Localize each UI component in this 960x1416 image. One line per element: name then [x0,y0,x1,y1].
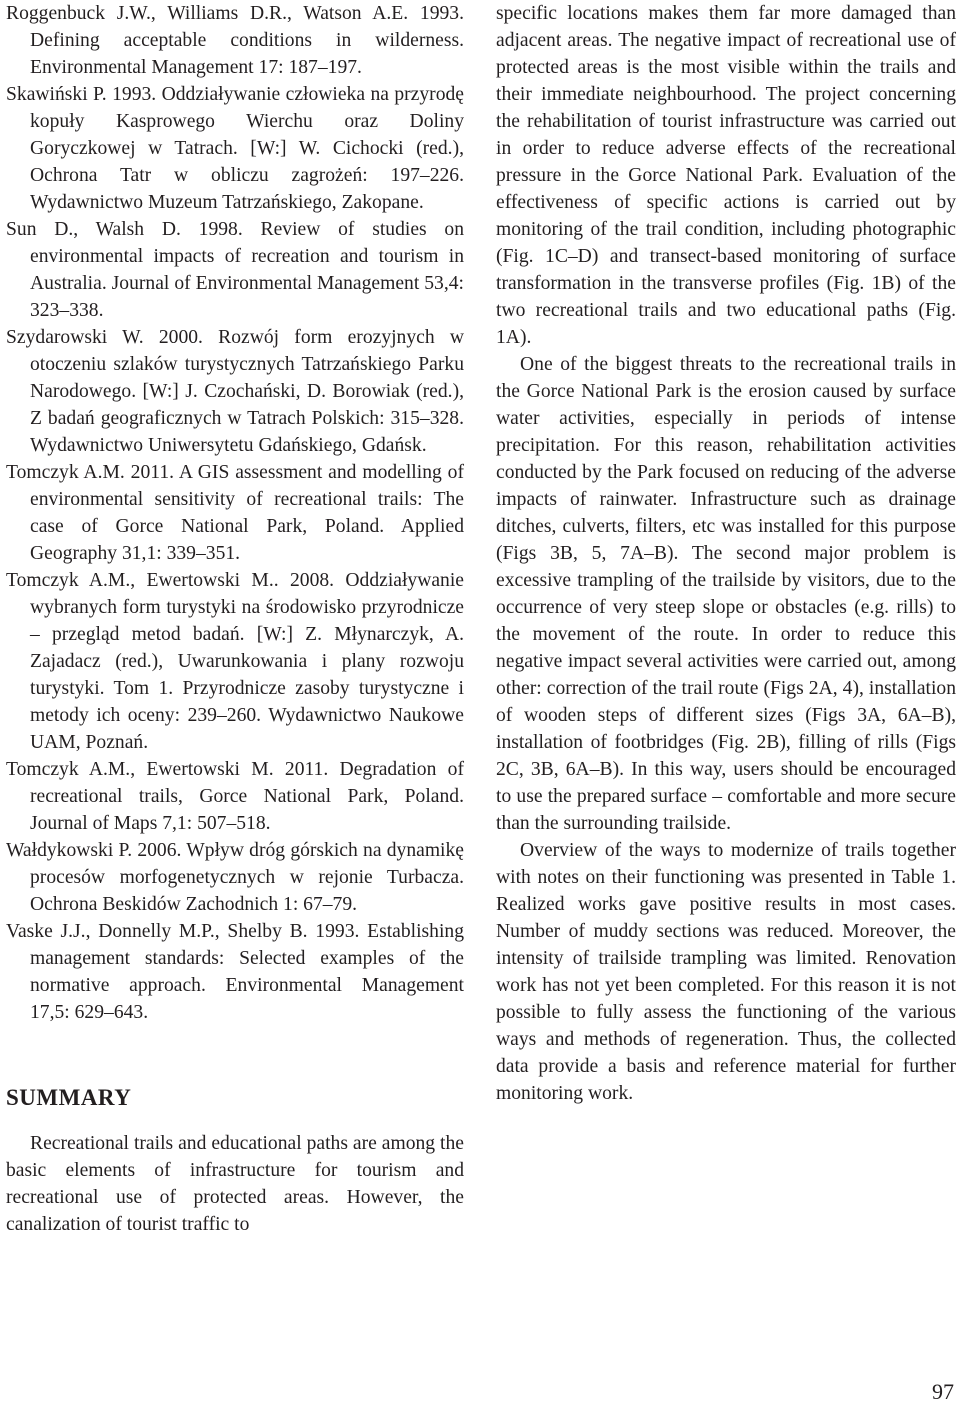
reference-text: Tomczyk A.M., Ewertowski M.. 2008. Oddziaływanie wybranych form turystyki na środowisko przyrodnicze – przegląd metod badań. [W:] Z. Młynarczyk, A. Zajadacz (red.), Uwarunkowania i plany rozwoju turystyki. Tom 1. Przyrodnicze zasoby turystyczne i metody ich oceny: 239–260. Wydawnictwo Naukowe UAM, Poznań. [6,570,464,753]
summary-paragraph-2: One of the biggest threats to the recreational trails in the Gorce National Park is the erosion caused by surface water activities, especially in periods of intense precipitation. For this reason, rehabilitation activities conducted by the Park focused on reducing of the adverse impacts of rainwater. Infrastructure such as drainage ditches, culverts, filters, etc was installed for this purpose (Figs 3B, 5, 7A–B). The second major problem is excessive trampling of the trailside by visitors, due to the occurrence of very steep slope or obstacles (e.g. rills) to the movement of the route. In order to reduce this negative impact several activities were carried out, among other: correction of the trail route (Figs 2A, 4), installation of wooden steps of different sizes (Figs 3A, 6A–B), installation of footbridges (Fig. 2B), filling of rills (Figs 2C, 3B, 6A–B). In this way, users should be encouraged to use the prepared surface – comfortable and more secure than the surrounding trailside. [496,354,956,834]
summary-paragraph-3: Overview of the ways to modernize of trails together with notes on their functioning was presented in Table 1. Realized works gave positive results in most cases. Number of muddy sections was reduced. Moreover, the intensity of trailside trampling was limited. Renovation work has not yet been completed. For this reason it is not possible to fully assess the functioning of the various ways and methods of regeneration. Thus, the collected data provide a basis and reference material for further monitoring work. [496,840,956,1104]
summary-paragraph-continuation: specific locations makes them far more damaged than adjacent areas. The negative impact of recreational use of protected areas is the most visible within the trails and their immediate neighbourhood. The project concerning the rehabilitation of tourist infrastructure was carried out in order to reduce adverse effects of the recreational pressure in the Gorce National Park. Evaluation of the effectiveness of specific actions is carried out by monitoring of the trail condition, including photographic (Fig. 1C–D) and transect-based monitoring of surface transformation in the transverse profiles (Fig. 1B) of the two recreational trails and two educational paths (Fig. 1A). [496,3,956,348]
reference-item [6,918,464,1026]
reference-item [6,216,464,324]
reference-text: Vaske J.J., Donnelly M.P., Shelby B. 1993. Establishing management standards: Selected examples of the normative approach. Environmental Management 17,5: 629–643. [6,921,464,1023]
summary-heading: SUMMARY [6,1085,132,1110]
reference-text: Szydarowski W. 2000. Rozwój form erozyjnych w otoczeniu szlaków turystycznych Tatrzańskiego Parku Narodowego. [W:] J. Czochański, D. Borowiak (red.), Z badań geograficznych w Tatrach Polskich: 315–328. Wydawnictwo Uniwersytetu Gdańskiego, Gdańsk. [6,327,464,456]
reference-item [6,837,464,918]
reference-item [6,81,464,216]
right-column [496,0,956,1107]
reference-text: Sun D., Walsh D. 1998. Review of studies on environmental impacts of recreation and tourism in Australia. Journal of Environmental Management 53,4: 323–338. [6,219,464,321]
summary-paragraph-intro: Recreational trails and educational paths are among the basic elements of infrastructure for tourism and recreational use of protected areas. However, the canalization of tourist traffic to [6,1133,464,1235]
reference-text: Roggenbuck J.W., Williams D.R., Watson A.E. 1993. Defining acceptable conditions in wilderness. Environmental Management 17: 187–197. [6,3,464,78]
reference-item [6,0,464,81]
reference-item [6,324,464,459]
page-number: 97 [932,1379,954,1404]
left-column [6,0,464,1238]
reference-item [6,756,464,837]
reference-item [6,459,464,567]
reference-text: Wałdykowski P. 2006. Wpływ dróg górskich na dynamikę procesów morfogenetycznych w rejonie Turbacza. Ochrona Beskidów Zachodnich 1: 67–79. [6,840,464,915]
reference-text: Skawiński P. 1993. Oddziaływanie człowieka na przyrodę kopuły Kasprowego Wierchu oraz Doliny Goryczkowej w Tatrach. [W:] W. Cichocki (red.), Ochrona Tatr w obliczu zagrożeń: 197–226. Wydawnictwo Muzeum Tatrzańskiego, Zakopane. [6,84,464,213]
reference-text: Tomczyk A.M., Ewertowski M. 2011. Degradation of recreational trails, Gorce National Park, Poland. Journal of Maps 7,1: 507–518. [6,759,464,834]
reference-text: Tomczyk A.M. 2011. A GIS assessment and modelling of environmental sensitivity of recreational trails: The case of Gorce National Park, Poland. Applied Geography 31,1: 339–351. [6,462,464,564]
reference-list [6,0,464,1026]
reference-item [6,567,464,756]
